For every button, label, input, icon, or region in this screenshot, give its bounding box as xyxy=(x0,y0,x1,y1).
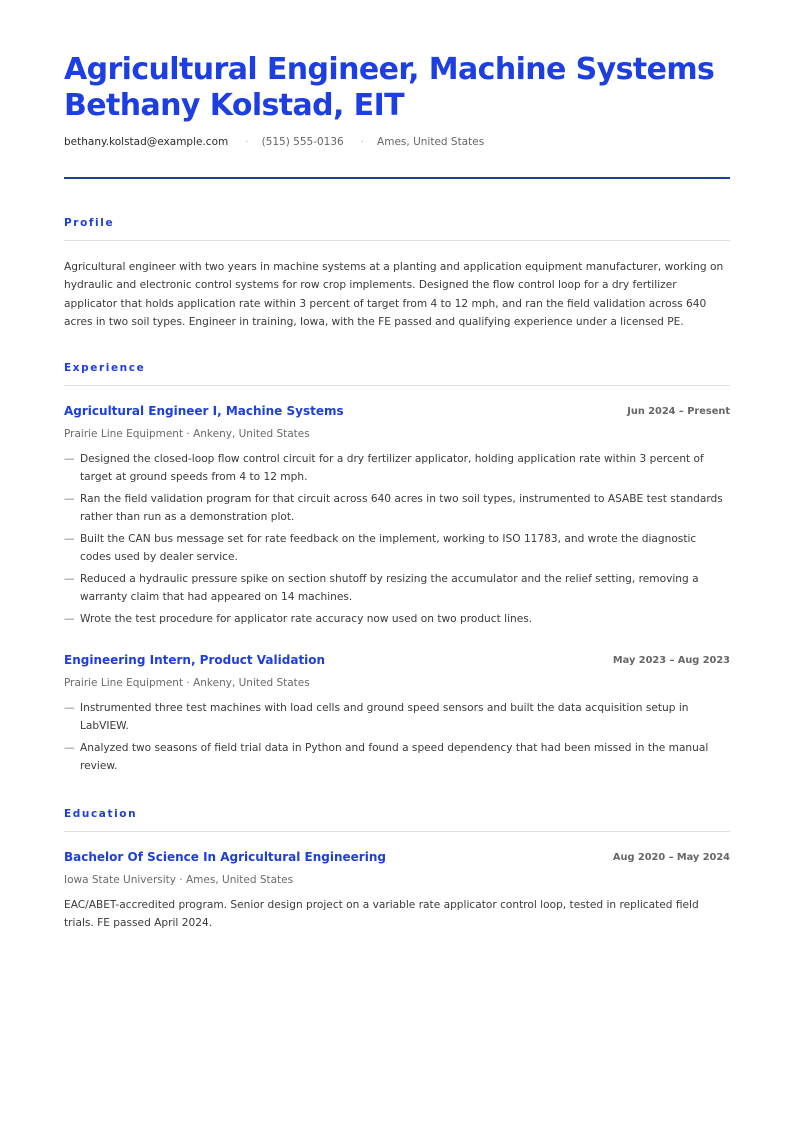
dash-icon: — xyxy=(64,742,75,754)
dash-icon: — xyxy=(64,533,75,545)
job-title: Engineering Intern, Product Validation xyxy=(64,653,326,667)
job-bullets xyxy=(64,699,730,779)
job-dates: May 2023 – Aug 2023 xyxy=(612,655,730,666)
job-organization: Prairie Line Equipment · Ankeny, United States xyxy=(64,428,310,440)
contact-separator: · xyxy=(245,136,249,148)
bullet-item: — Ran the field validation program for that circuit across 640 acres in two soil types, instrumented to ASABE test standards rather than run as a demonstration plot. xyxy=(64,490,730,526)
bullet-item: — Instrumented three test machines with load cells and ground speed sensors and built the data acquisition setup in LabVIEW. xyxy=(64,699,730,735)
header-divider xyxy=(64,177,730,179)
bullet-item: — Reduced a hydraulic pressure spike on section shutoff by resizing the accumulator and the relief setting, removing a warranty claim that had appeared on 14 machines. xyxy=(64,570,730,606)
school-name: Iowa State University · Ames, United States xyxy=(64,874,294,886)
job-title: Agricultural Engineer I, Machine Systems xyxy=(64,404,344,418)
bullet-item: — Wrote the test procedure for applicator rate accuracy now used on two product lines. xyxy=(64,610,730,628)
profile-summary: Agricultural engineer with two years in machine systems at a planting and application equipment manufacturer, working on hydraulic and electronic control systems for row crop implements. Designed the flow control loop for a dry fertilizer applicator that holds application rate within 3 percent of target from 4 to 12 mph, and ran the field validation across 640 acres in two soil types. Engineer in training, Iowa, with the FE passed and qualifying experience under a licensed PE. xyxy=(64,261,724,328)
job-bullets xyxy=(64,450,730,632)
job-organization: Prairie Line Equipment · Ankeny, United States xyxy=(64,677,310,689)
section-heading-education: Education xyxy=(64,808,138,820)
dash-icon: — xyxy=(64,493,75,505)
bullet-item: — Designed the closed-loop flow control circuit for a dry fertilizer applicator, holding application rate within 3 percent of target at ground speeds from 4 to 12 mph. xyxy=(64,450,730,486)
section-heading-experience: Experience xyxy=(64,362,146,374)
dash-icon: — xyxy=(64,573,75,585)
contact-line xyxy=(64,134,730,150)
page-title xyxy=(64,52,730,124)
section-divider xyxy=(64,240,730,241)
section-divider xyxy=(64,385,730,386)
bullet-item: — Analyzed two seasons of field trial data in Python and found a speed dependency that had been missed in the manual review. xyxy=(64,739,730,775)
dash-icon: — xyxy=(64,702,75,714)
contact-email[interactable]: bethany.kolstad@example.com xyxy=(64,136,229,148)
education-details: EAC/ABET-accredited program. Senior design project on a variable rate applicator control loop, tested in replicated field trials. FE passed April 2024. xyxy=(64,899,699,930)
job-dates: Jun 2024 – Present xyxy=(627,406,730,417)
dash-icon: — xyxy=(64,613,75,625)
degree-title: Bachelor Of Science In Agricultural Engineering xyxy=(64,850,386,864)
title-role: Agricultural Engineer, Machine Systems xyxy=(64,52,715,87)
title-name: Bethany Kolstad, EIT xyxy=(64,88,405,123)
bullet-item: — Built the CAN bus message set for rate feedback on the implement, working to ISO 11783, and wrote the diagnostic codes used by dealer service. xyxy=(64,530,730,566)
contact-location: Ames, United States xyxy=(377,136,485,148)
section-divider xyxy=(64,831,730,832)
education-dates: Aug 2020 – May 2024 xyxy=(612,852,730,863)
dash-icon: — xyxy=(64,453,75,465)
contact-separator: · xyxy=(360,136,365,148)
contact-phone: (515) 555-0136 xyxy=(261,136,344,148)
section-heading-profile: Profile xyxy=(64,217,115,229)
